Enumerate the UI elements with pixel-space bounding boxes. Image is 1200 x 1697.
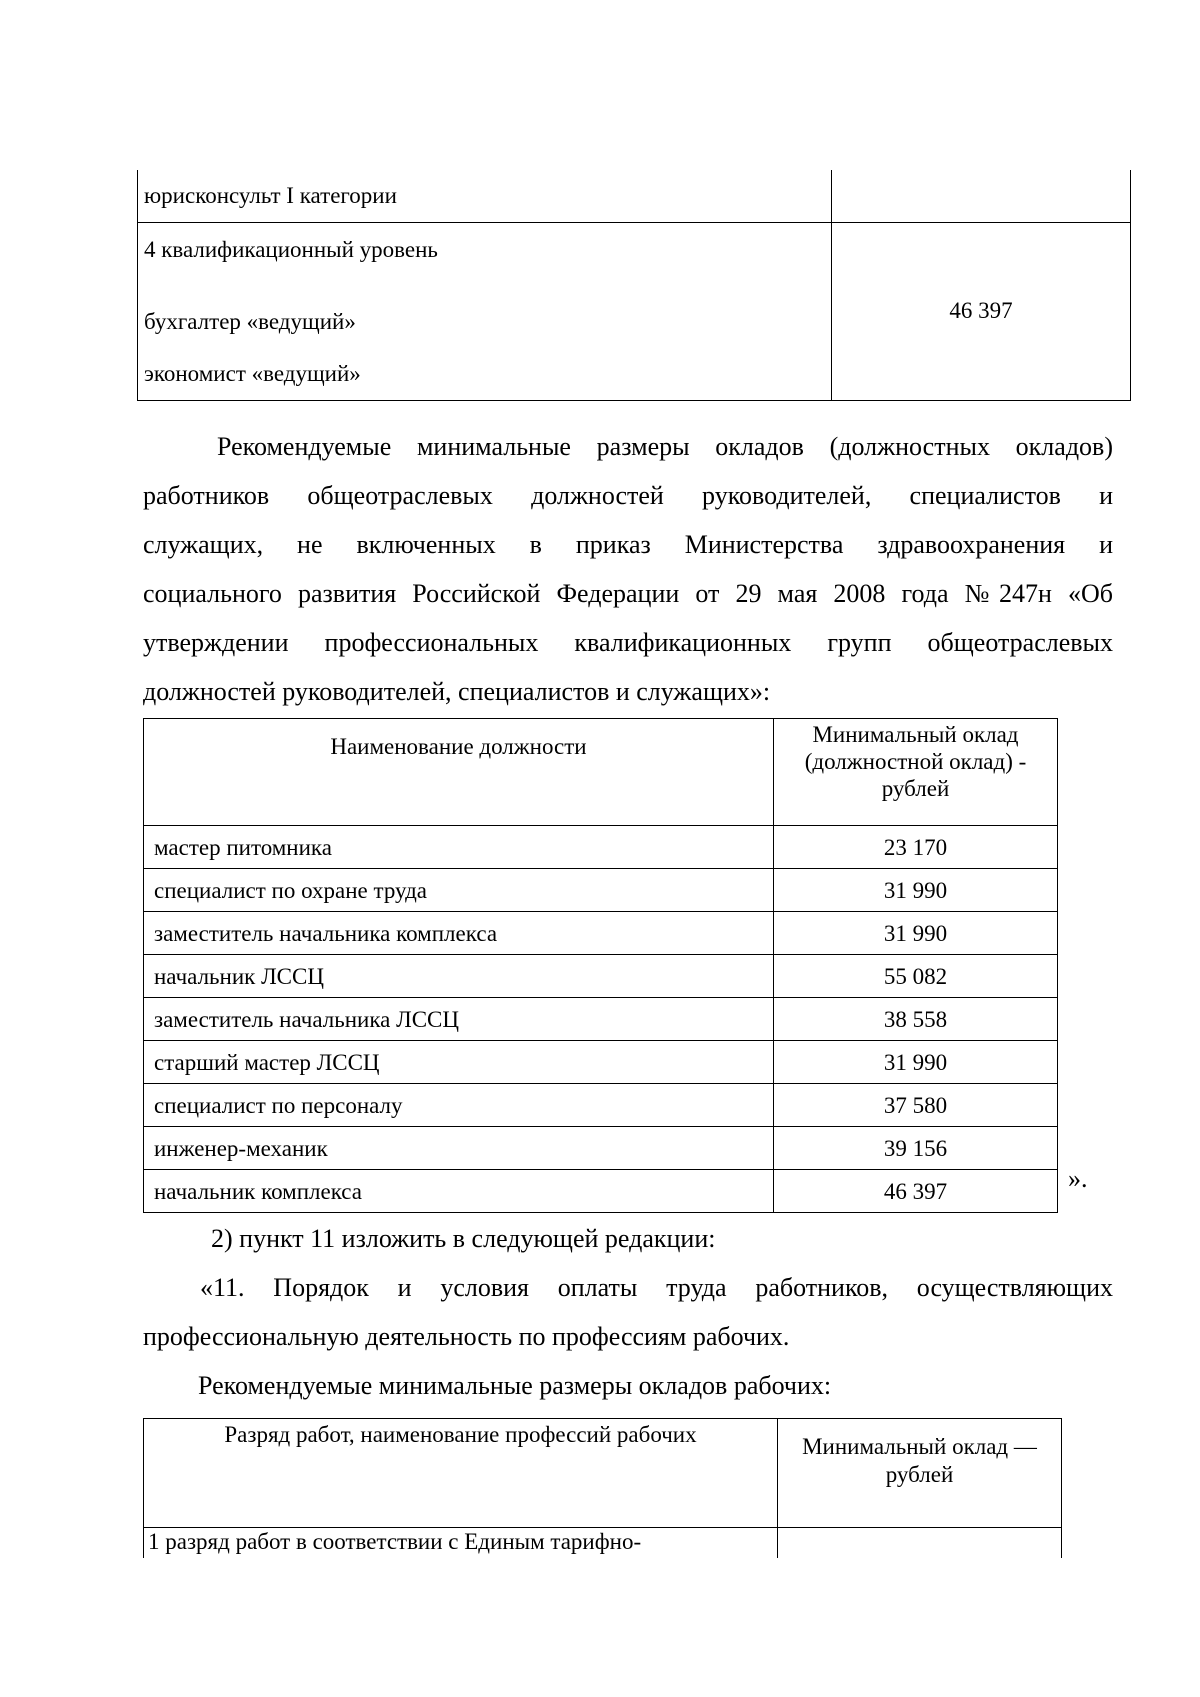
salary-cell — [778, 1528, 1062, 1559]
paragraph-recommended-salaries — [143, 422, 1113, 716]
table-row — [144, 869, 1058, 912]
header-position-name: Наименование должности — [144, 719, 774, 826]
position-cell: инженер-механик — [144, 1127, 774, 1170]
table-row — [138, 170, 1131, 222]
header-work-grade: Разряд работ, наименование профессий рабочих — [144, 1419, 778, 1528]
table-row — [144, 826, 1058, 869]
qualification-level: 4 квалификационный уровень — [144, 236, 438, 262]
text-line: профессиональную деятельность по профессиям рабочих. — [143, 1322, 790, 1351]
salary-cell: 39 156 — [774, 1127, 1058, 1170]
position-cell: специалист по охране труда — [144, 869, 774, 912]
position-cell: юрисконсульт I категории — [138, 170, 832, 222]
table-row — [138, 222, 1131, 400]
position-cell: заместитель начальника ЛССЦ — [144, 998, 774, 1041]
salary-cell: 46 397 — [832, 222, 1131, 400]
position-cell: старший мастер ЛССЦ — [144, 1041, 774, 1084]
text-line: 2) пункт 11 изложить в следующей редакции: — [211, 1224, 716, 1253]
salary-cell: 46 397 — [774, 1170, 1058, 1213]
position-name: экономист «ведущий» — [144, 360, 361, 386]
position-cell — [138, 222, 832, 400]
paragraph-item-11 — [143, 1214, 1113, 1263]
salary-cell — [832, 170, 1131, 222]
position-cell: начальник комплекса — [144, 1170, 774, 1213]
closing-quote-mark: ». — [1068, 1164, 1088, 1193]
salary-cell: 31 990 — [774, 869, 1058, 912]
text-line: «11. Порядок и условия оплаты труда работников, осуществляющих — [200, 1273, 1113, 1302]
table-row — [144, 1041, 1058, 1084]
salary-cell: 38 558 — [774, 998, 1058, 1041]
salary-cell: 31 990 — [774, 912, 1058, 955]
workers-salary-table — [143, 1418, 1062, 1558]
text-line: Рекомендуемые минимальные размеры окладов (должностных окладов) — [217, 432, 1113, 461]
position-cell: начальник ЛССЦ — [144, 955, 774, 998]
text-line: должностей руководителей, специалистов и служащих»: — [143, 677, 771, 706]
salary-cell: 37 580 — [774, 1084, 1058, 1127]
text-line: социального развития Российской Федерации от 29 мая 2008 года №247н «Об — [143, 579, 1113, 608]
text-line: утверждении профессиональных квалификационных групп общеотраслевых — [143, 628, 1113, 657]
position-cell: заместитель начальника комплекса — [144, 912, 774, 955]
text-line: Рекомендуемые минимальные размеры окладов рабочих: — [198, 1371, 832, 1400]
paragraph-order-conditions — [143, 1263, 1113, 1361]
qualification-table — [137, 170, 1131, 401]
table-header-row — [144, 1419, 1062, 1528]
table-header-row — [144, 719, 1058, 826]
position-cell: мастер питомника — [144, 826, 774, 869]
table-row — [144, 998, 1058, 1041]
table-row — [144, 1084, 1058, 1127]
positions-salary-table — [143, 718, 1058, 1213]
position-cell: специалист по персоналу — [144, 1084, 774, 1127]
salary-cell: 55 082 — [774, 955, 1058, 998]
table-row — [144, 1528, 1062, 1559]
header-min-salary: Минимальный оклад — рублей — [778, 1419, 1062, 1528]
text-line: служащих, не включенных в приказ Министерства здравоохранения и — [143, 530, 1113, 559]
text-line: работников общеотраслевых должностей руководителей, специалистов и — [143, 481, 1113, 510]
table-row — [144, 912, 1058, 955]
table-row — [144, 1170, 1058, 1213]
paragraph-workers-salaries — [143, 1361, 1113, 1410]
work-grade-cell: 1 разряд работ в соответствии с Единым тарифно- — [144, 1528, 778, 1559]
salary-cell: 31 990 — [774, 1041, 1058, 1084]
salary-cell: 23 170 — [774, 826, 1058, 869]
header-min-salary: Минимальный оклад (должностной оклад) - рублей — [774, 719, 1058, 826]
position-name: бухгалтер «ведущий» — [144, 308, 356, 334]
table-row — [144, 1127, 1058, 1170]
table-row — [144, 955, 1058, 998]
